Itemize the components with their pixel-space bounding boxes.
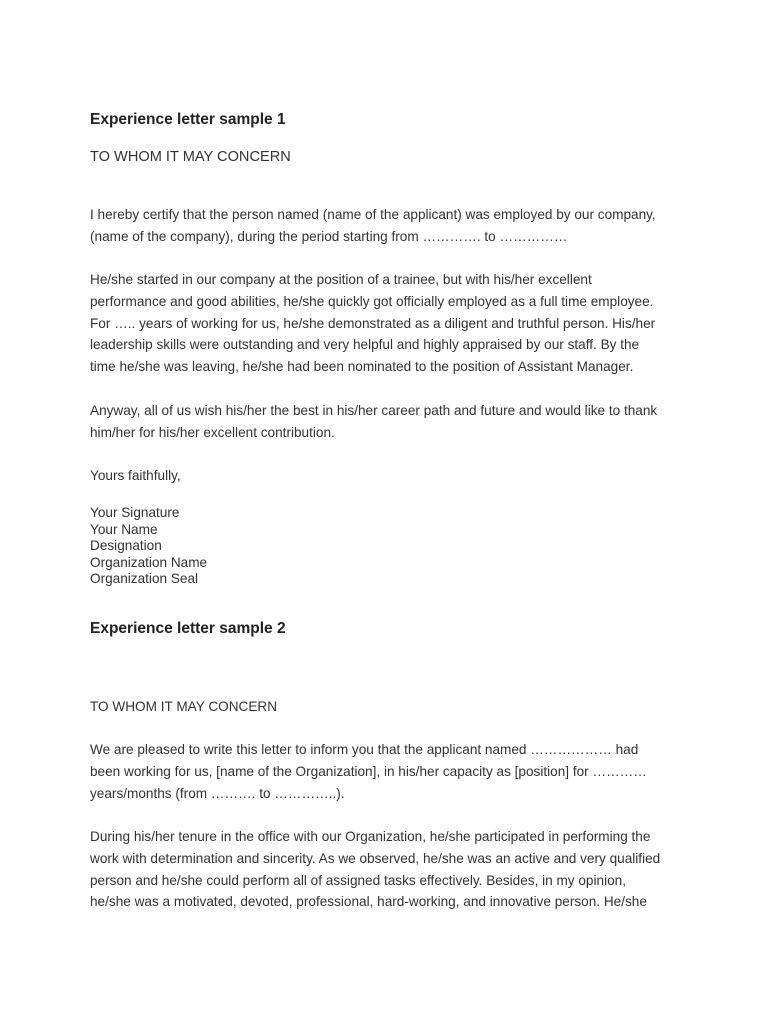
- text-line: he/she was a motivated, devoted, professional, hard-working, and innovative person. He/she: [90, 894, 647, 910]
- sample1-paragraph-2: [90, 269, 680, 378]
- name-line: Your Name: [90, 521, 158, 537]
- organization-name-line: Organization Name: [90, 554, 208, 570]
- sample2-paragraph-1: [90, 739, 680, 804]
- text-line: him/her for his/her excellent contribution.: [90, 424, 335, 440]
- sample1-paragraph-1: [90, 204, 680, 248]
- text-line: time he/she was leaving, he/she had been nominated to the position of Assistant Manager.: [90, 359, 634, 375]
- text-line: work with determination and sincerity. As we observed, he/she was an active and very qualified: [90, 850, 661, 866]
- closing-text: Yours faithfully,: [90, 468, 181, 483]
- sample1-signature-block: [90, 505, 207, 588]
- text-line: been working for us, [name of the Organization], in his/her capacity as [position] for …………: [90, 763, 647, 779]
- text-line: performance and good abilities, he/she quickly got officially employed as a full time employee.: [90, 293, 654, 309]
- text-line: person and he/she could perform all of assigned tasks effectively. Besides, in my opinion,: [90, 872, 626, 888]
- signature-line: Your Signature: [90, 505, 180, 520]
- text-line: I hereby certify that the person named (name of the applicant) was employed by our company,: [90, 207, 656, 222]
- sample2-paragraph-2: [90, 826, 680, 913]
- sample1-paragraph-3: [90, 400, 680, 444]
- text-line: leadership skills were outstanding and very helpful and highly appraised by our staff. By the: [90, 337, 640, 353]
- sample1-closing: [90, 465, 680, 487]
- text-line: (name of the company), during the period starting from …………. to ……………: [90, 228, 568, 244]
- sample1-heading: Experience letter sample 1: [90, 111, 286, 128]
- text-line: He/she started in our company at the position of a trainee, but with his/her excellent: [90, 272, 592, 287]
- sample1-salutation: TO WHOM IT MAY CONCERN: [90, 149, 291, 165]
- text-line: During his/her tenure in the office with our Organization, he/she participated in performing the: [90, 829, 651, 844]
- text-line: For ….. years of working for us, he/she demonstrated as a diligent and truthful person. His/her: [90, 315, 656, 331]
- text-line: years/months (from ………. to …………..).: [90, 785, 345, 801]
- sample2-heading: Experience letter sample 2: [90, 620, 286, 637]
- designation-line: Designation: [90, 538, 162, 554]
- text-line: Anyway, all of us wish his/her the best in his/her career path and future and would like to thank: [90, 403, 658, 418]
- sample2-salutation: TO WHOM IT MAY CONCERN: [90, 699, 278, 714]
- text-line: We are pleased to write this letter to inform you that the applicant named ……………… had: [90, 742, 639, 757]
- organization-seal-line: Organization Seal: [90, 571, 199, 587]
